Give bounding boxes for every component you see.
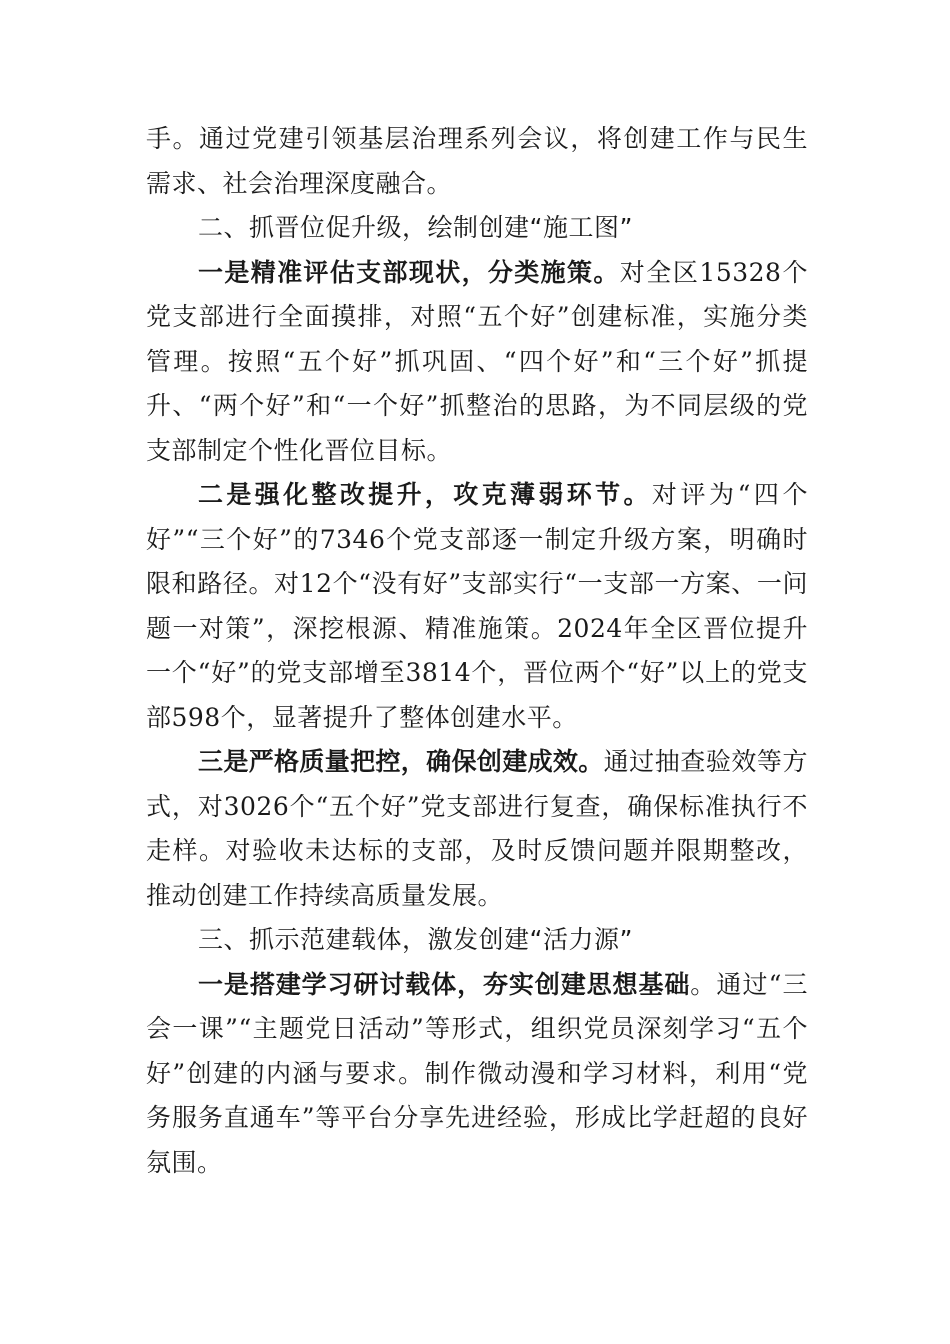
- section-heading-2: 二、抓晋位促升级，绘制创建“施工图”: [198, 213, 633, 242]
- document-page: [146, 117, 808, 1185]
- paragraph-lead: 二是强化整改提升，攻克薄弱环节。: [198, 480, 652, 509]
- paragraph-item-2: [146, 473, 808, 740]
- paragraph-lead: 三是严格质量把控，确保创建成效。: [198, 747, 604, 776]
- paragraph-item-4: [146, 963, 808, 1186]
- paragraph-continuation: 手。通过党建引领基层治理系列会议，将创建工作与民生需求、社会治理深度融合。: [146, 124, 808, 198]
- paragraph-body: 对全区15328个党支部进行全面摸排，对照“五个好”创建标准，实施分类管理。按照“五个好”抓巩固、“四个好”和“三个好”抓提升、“两个好”和“一个好”抓整治的思路，为不同层级的党支部制定个性化晋位目标。: [146, 257, 808, 465]
- paragraph-item-1: [146, 251, 808, 474]
- paragraph-lead: 一是精准评估支部现状，分类施策。: [198, 257, 620, 287]
- paragraph-body: 通过抽查验效等方式，对3026个“五个好”党支部进行复查，确保标准执行不走样。对验收未达标的支部，及时反馈问题并限期整改，推动创建工作持续高质量发展。: [146, 747, 808, 910]
- paragraph-body: 。通过“三会一课”“主题党日活动”等形式，组织党员深刻学习“五个好”创建的内涵与要求。制作微动漫和学习材料，利用“党务服务直通车”等平台分享先进经验，形成比学赶超的良好氛围。: [146, 969, 808, 1177]
- paragraph-body: 对评为“四个好”“三个好”的7346个党支部逐一制定升级方案，明确时限和路径。对12个“没有好”支部实行“一支部一方案、一问题一对策”，深挖根源、精准施策。2024年全区晋位提升一个“好”的党支部增至3814个，晋位两个“好”以上的党支部598个，显著提升了整体创建水平。: [146, 480, 808, 732]
- paragraph-lead: 一是搭建学习研讨载体，夯实创建思想基础: [198, 969, 691, 999]
- section-heading-3: 三、抓示范建载体，激发创建“活力源”: [198, 925, 633, 954]
- paragraph-item-3: [146, 740, 808, 918]
